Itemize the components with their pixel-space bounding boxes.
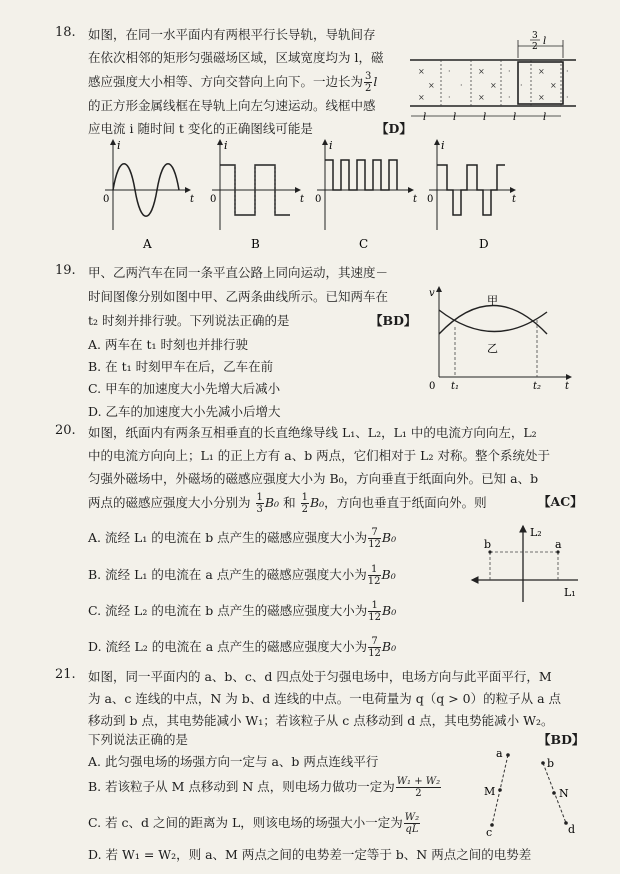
option-a: A. 两车在 t₁ 时刻也并排行驶	[88, 337, 248, 352]
question-text: 的正方形金属线框在导轨上向左匀速运动。线框中感	[88, 98, 376, 113]
svg-text:d: d	[568, 823, 576, 836]
option-c: C. 若 c、d 之间的距离为 L，则该电场的场强大小一定为 $\frac{\text{W₂}}{qL}$	[88, 812, 420, 835]
svg-text:i: i	[329, 139, 333, 152]
question-text: 为 a、c 连线的中点，N 为 b、d 连线的中点。一电荷量为 q（q > 0）的粒子从 a 点	[88, 691, 562, 706]
svg-text:t₁: t₁	[451, 381, 460, 392]
option-a-label: A	[143, 237, 152, 251]
option-a: A. 此匀强电场的场强方向一定与 a、b 两点连线平行	[88, 754, 379, 769]
option-d-label: D	[479, 237, 489, 251]
svg-text:·: ·	[520, 81, 523, 90]
question-text: 移动到 b 点，其电势能减小 W₁；若该粒子从 c 点移动到 d 点，其电势能减小 W₂。	[88, 713, 554, 728]
option-b-label: B	[251, 237, 260, 251]
svg-text:0: 0	[429, 381, 436, 392]
svg-text:t: t	[190, 194, 195, 205]
svg-text:i: i	[441, 139, 445, 152]
svg-text:l: l	[513, 112, 517, 123]
svg-text:0: 0	[315, 194, 322, 205]
wire-diagram	[468, 520, 583, 605]
svg-text:2: 2	[532, 42, 538, 52]
question-text: 中的电流方向向上；L₁ 的正上方有 a、b 两点，它们相对于 L₂ 对称。整个系统处于	[88, 448, 550, 463]
question-text: 如图，纸面内有两条互相垂直的长直绝缘导线 L₁、L₂，L₁ 中的电流方向向左，L₂	[88, 425, 537, 440]
svg-text:0: 0	[103, 194, 110, 205]
answer-graphs	[95, 135, 425, 255]
svg-text:·: ·	[508, 93, 511, 102]
question-text: 甲、乙两汽车在同一条平直公路上同向运动，其速度－	[88, 265, 389, 280]
question-text: 如图，同一平面内的 a、b、c、d 四点处于匀强电场中，电场方向与此平面平行，M	[88, 669, 552, 684]
magnetic-field-figure	[408, 28, 578, 128]
svg-text:0: 0	[210, 194, 217, 205]
svg-text:·: ·	[508, 67, 511, 76]
svg-text:t: t	[512, 194, 517, 205]
svg-text:v: v	[429, 288, 435, 299]
svg-text:·: ·	[448, 93, 451, 102]
field-out-mark: ·	[448, 67, 451, 76]
svg-text:l: l	[483, 112, 487, 123]
answer-key: 【BD】	[538, 732, 585, 747]
svg-text:×: ×	[478, 67, 485, 76]
answer-key: 【BD】	[370, 313, 417, 328]
answer-key: 【AC】	[538, 494, 583, 509]
svg-text:a: a	[496, 747, 503, 760]
svg-text:N: N	[559, 787, 569, 800]
svg-text:l: l	[453, 112, 457, 123]
option-d: D. 乙车的加速度大小先减小后增大	[88, 404, 281, 419]
points-diagram	[478, 745, 588, 840]
svg-text:c: c	[486, 826, 493, 839]
svg-text:t: t	[565, 381, 570, 392]
question-text: 时间图像分别如图中甲、乙两条曲线所示。已知两车在	[88, 289, 389, 304]
question-number: 21.	[55, 667, 76, 682]
answer-key: 【D】	[376, 121, 412, 136]
option-c: C. 流经 L₂ 的电流在 b 点产生的磁感应强度大小为 $\frac{1}{12}$ B₀	[88, 600, 397, 623]
svg-text:t: t	[300, 194, 305, 205]
svg-text:·: ·	[460, 81, 463, 90]
wire-l2-label: L₂	[530, 526, 542, 539]
svg-text:0: 0	[427, 194, 434, 205]
svg-text:×: ×	[418, 93, 425, 102]
svg-text:×: ×	[538, 93, 545, 102]
svg-text:·: ·	[566, 93, 569, 102]
question-number: 18.	[55, 25, 76, 40]
wire-l1-label: L₁	[564, 586, 576, 599]
svg-text:i: i	[224, 139, 228, 152]
graph-b	[210, 139, 305, 251]
svg-text:×: ×	[490, 81, 497, 90]
svg-text:·: ·	[566, 67, 569, 76]
svg-text:b: b	[547, 757, 555, 770]
option-c: C. 甲车的加速度大小先增大后减小	[88, 381, 281, 396]
option-b: B. 若该粒子从 M 点移动到 N 点，则电场力做功一定为 $\frac{\text{W₁ + W₂}}{2}$	[88, 776, 441, 799]
svg-text:i: i	[117, 139, 121, 152]
question-text: t₂ 时刻并排行驶。下列说法正确的是	[88, 313, 290, 328]
svg-text:l: l	[543, 112, 547, 123]
dimension-label: 3	[532, 31, 538, 41]
option-b: B. 流经 L₁ 的电流在 a 点产生的磁感应强度大小为 $\frac{1}{12}$ B₀	[88, 564, 396, 587]
option-d: D. 若 W₁ = W₂，则 a、M 两点之间的电势差一定等于 b、N 两点之间的电势差	[88, 847, 532, 862]
curve-yi-label: 乙	[487, 342, 498, 355]
velocity-time-graph	[425, 282, 575, 392]
svg-text:M: M	[484, 785, 496, 798]
svg-text:×: ×	[538, 67, 545, 76]
fraction: $\frac{3}{2}$	[365, 71, 372, 94]
svg-text:×: ×	[478, 93, 485, 102]
answer-graph-d	[425, 135, 520, 255]
point-a: a	[555, 538, 562, 551]
graph-c	[315, 139, 418, 251]
question-text: 感应强度大小相等、方向交替向上向下。一边长为 $\frac{3}{2}$ l	[88, 71, 378, 94]
curve-jia-label: 甲	[487, 294, 498, 307]
option-a: A. 流经 L₁ 的电流在 b 点产生的磁感应强度大小为 $\frac{7}{12}$ B₀	[88, 527, 397, 550]
svg-text:t₂: t₂	[533, 381, 542, 392]
svg-text:×: ×	[428, 81, 435, 90]
question-number: 20.	[55, 423, 76, 438]
question-text: 在依次相邻的矩形匀强磁场区域，区域宽度均为 l，磁	[88, 50, 384, 65]
option-b: B. 在 t₁ 时刻甲车在后，乙车在前	[88, 359, 274, 374]
point-b: b	[484, 538, 492, 551]
question-text: 两点的磁感应强度大小分别为 $\frac{1}{3}$ B₀ 和 $\frac{1}{2}$ B₀，方向也垂直于纸面向外。则	[88, 492, 487, 515]
question-text: 如图，在同一水平面内有两根平行长导轨，导轨间存	[88, 27, 376, 42]
svg-text:t: t	[413, 194, 418, 205]
graph-a	[103, 139, 195, 251]
question-text: 应电流 i 随时间 t 变化的正确图线可能是	[88, 121, 313, 136]
question-number: 19.	[55, 263, 76, 278]
field-in-mark: ×	[418, 67, 425, 76]
svg-text:l: l	[423, 112, 427, 123]
svg-text:l: l	[543, 36, 547, 47]
question-text: 下列说法正确的是	[88, 732, 189, 747]
option-c-label: C	[359, 237, 369, 251]
question-text: 匀强外磁场中，外磁场的磁感应强度大小为 B₀，方向垂直于纸面向外。已知 a、b	[88, 471, 539, 486]
option-d: D. 流经 L₂ 的电流在 a 点产生的磁感应强度大小为 $\frac{7}{12}$ B₀	[88, 636, 397, 659]
svg-text:×: ×	[550, 81, 557, 90]
